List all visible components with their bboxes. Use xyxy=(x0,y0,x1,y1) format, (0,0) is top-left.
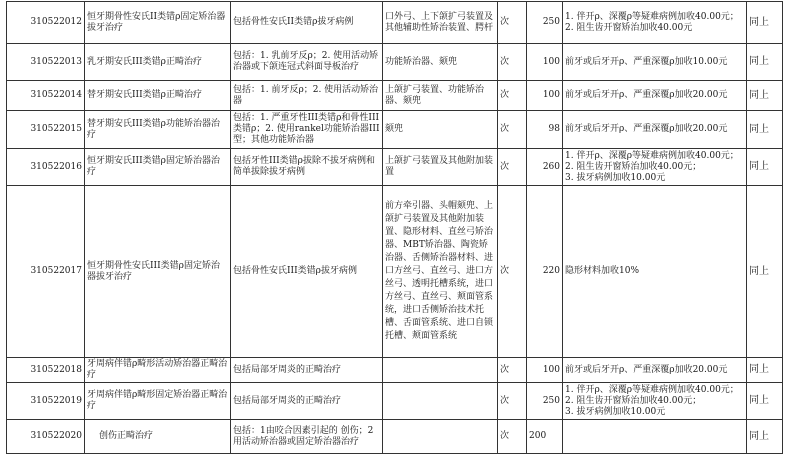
note-line: 2. 阻生齿开窗矫治加收40.00元； xyxy=(565,161,702,172)
item-materials xyxy=(383,420,498,454)
item-content: 包括局部牙周炎的正畸治疗 xyxy=(231,383,383,420)
table-row xyxy=(7,2,783,44)
item-remark: 同上 xyxy=(747,81,783,111)
item-code: 310522013 xyxy=(7,44,85,81)
item-code: 310522020 xyxy=(7,420,85,454)
item-price: 220 xyxy=(527,186,563,358)
item-remark: 同上 xyxy=(747,111,783,149)
note-line: 1. 伴开ρ、深覆ρ等疑难病例加收40.00元； xyxy=(565,150,739,161)
note-line: 隐形材料加收10% xyxy=(565,266,640,276)
note-line: 2. 阻生齿开窗矫治加收40.00元； xyxy=(565,395,702,406)
item-notes xyxy=(563,186,747,358)
item-content: 包括牙性III类错ρ拔除不拔牙病例和简单拔除拔牙病例 xyxy=(231,149,383,186)
table-row xyxy=(7,149,783,186)
item-content: 包括：1. 前牙反ρ；2. 使用活动矫治器 xyxy=(231,81,383,111)
table-body xyxy=(7,2,783,454)
item-materials: 上颌扩弓装置、功能矫治器、颏兜 xyxy=(383,81,498,111)
item-notes xyxy=(563,358,747,383)
item-materials: 颏兜 xyxy=(383,111,498,149)
note-line: 前牙或后牙开ρ、严重深覆ρ加收20.00元 xyxy=(565,124,728,134)
item-unit: 次 xyxy=(498,44,527,81)
note-line: 3. 拔牙病例加收10.00元 xyxy=(565,172,666,183)
item-unit: 次 xyxy=(498,358,527,383)
item-content: 包括骨性安氏II类错ρ拔牙病例 xyxy=(231,2,383,44)
table-row xyxy=(7,44,783,81)
item-notes xyxy=(563,81,747,111)
item-content: 包括：1. 乳前牙反ρ；2. 使用活动矫治器或下颌连冠式斜面导板治疗 xyxy=(231,44,383,81)
item-unit: 次 xyxy=(498,420,527,454)
item-price: 260 xyxy=(527,149,563,186)
item-unit: 次 xyxy=(498,81,527,111)
item-name: 替牙期安氏III类错ρ功能矫治器治疗 xyxy=(85,111,231,149)
item-remark: 同上 xyxy=(747,2,783,44)
item-materials: 功能矫治器、颏兜 xyxy=(383,44,498,81)
item-notes xyxy=(563,420,747,454)
item-remark: 同上 xyxy=(747,358,783,383)
note-line: 1. 伴开ρ、深覆ρ等疑难病例加收40.00元； xyxy=(565,384,739,395)
item-price: 250 xyxy=(527,383,563,420)
item-code: 310522016 xyxy=(7,149,85,186)
item-code: 310522015 xyxy=(7,111,85,149)
table-row xyxy=(7,186,783,358)
item-unit: 次 xyxy=(498,383,527,420)
fee-schedule-table xyxy=(6,1,783,454)
note-line: 3. 拔牙病例加收10.00元 xyxy=(565,406,666,417)
item-materials: 上颌扩弓装置及其他附加装置 xyxy=(383,149,498,186)
item-name: 牙周病伴错ρ畸形固定矫治器正畸治疗 xyxy=(85,383,231,420)
item-price: 250 xyxy=(527,2,563,44)
note-line: 1. 伴开ρ、深覆ρ等疑难病例加收40.00元； xyxy=(565,11,739,22)
item-code: 310522019 xyxy=(7,383,85,420)
item-name: 替牙期安氏III类错ρ正畸治疗 xyxy=(85,81,231,111)
item-notes xyxy=(563,111,747,149)
table-row xyxy=(7,358,783,383)
item-code: 310522012 xyxy=(7,2,85,44)
item-materials xyxy=(383,358,498,383)
item-name: 恒牙期骨性安氏II类错ρ固定矫治器拔牙治疗 xyxy=(85,2,231,44)
item-materials: 前方牵引器、头帽颏兜、上颌扩弓装置及其他附加装置、隐形材料、直丝弓矫治器、MBT矫治器、陶瓷矫治器、舌侧矫治器材料、进口方丝弓、直丝弓、进口方丝弓、透明托槽系统，进口方丝弓、直丝弓、颊面管系统，进口舌侧矫治技术托槽、舌面管系统、进口自锁托槽、颊面管系统 xyxy=(383,186,498,358)
item-remark: 同上 xyxy=(747,186,783,358)
table-row xyxy=(7,420,783,454)
item-price: 100 xyxy=(527,81,563,111)
item-content: 包括局部牙周炎的正畸治疗 xyxy=(231,358,383,383)
item-code: 310522014 xyxy=(7,81,85,111)
item-name: 创伤正畸治疗 xyxy=(85,420,231,454)
item-price: 98 xyxy=(527,111,563,149)
item-name: 牙周病伴错ρ畸形活动矫治器正畸治疗 xyxy=(85,358,231,383)
note-line: 前牙或后牙开ρ、严重深覆ρ加收20.00元 xyxy=(565,364,728,375)
item-materials: 口外弓、上下颌扩弓装置及其他辅助性矫治装置、腭杆 xyxy=(383,2,498,44)
item-unit: 次 xyxy=(498,2,527,44)
item-code: 310522017 xyxy=(7,186,85,358)
item-name: 乳牙期安氏III类错ρ正畸治疗 xyxy=(85,44,231,81)
item-remark: 同上 xyxy=(747,44,783,81)
item-content: 包括：1由咬合因素引起的 创伤；2用活动矫治器或固定矫治器治疗 xyxy=(231,420,383,454)
item-name: 恒牙期骨性安氏III类错ρ固定矫治器拔牙治疗 xyxy=(85,186,231,358)
item-unit: 次 xyxy=(498,186,527,358)
table-row xyxy=(7,111,783,149)
item-notes xyxy=(563,44,747,81)
item-unit: 次 xyxy=(498,149,527,186)
item-notes xyxy=(563,149,747,186)
table-row xyxy=(7,81,783,111)
item-unit: 次 xyxy=(498,111,527,149)
note-line: 前牙或后牙开ρ、严重深覆ρ加收20.00元 xyxy=(565,90,728,100)
item-materials xyxy=(383,383,498,420)
note-line: 2. 阻生齿开窗矫治加收40.00元 xyxy=(565,22,693,33)
item-code: 310522018 xyxy=(7,358,85,383)
item-notes xyxy=(563,383,747,420)
item-price: 200 xyxy=(527,420,563,454)
item-remark: 同上 xyxy=(747,383,783,420)
item-name: 恒牙期安氏III类错ρ固定矫治器治疗 xyxy=(85,149,231,186)
item-content: 包括：1. 严重牙性III类错ρ和骨性III类错ρ；2. 使用rankel功能矫治器III型；其他功能矫治器 xyxy=(231,111,383,149)
item-price: 100 xyxy=(527,44,563,81)
note-line: 前牙或后牙开ρ、严重深覆ρ加收10.00元 xyxy=(565,56,728,67)
item-notes xyxy=(563,2,747,44)
item-content: 包括骨性安氏III类错ρ拔牙病例 xyxy=(231,186,383,358)
table-row xyxy=(7,383,783,420)
item-remark: 同上 xyxy=(747,420,783,454)
item-remark: 同上 xyxy=(747,149,783,186)
item-price: 100 xyxy=(527,358,563,383)
